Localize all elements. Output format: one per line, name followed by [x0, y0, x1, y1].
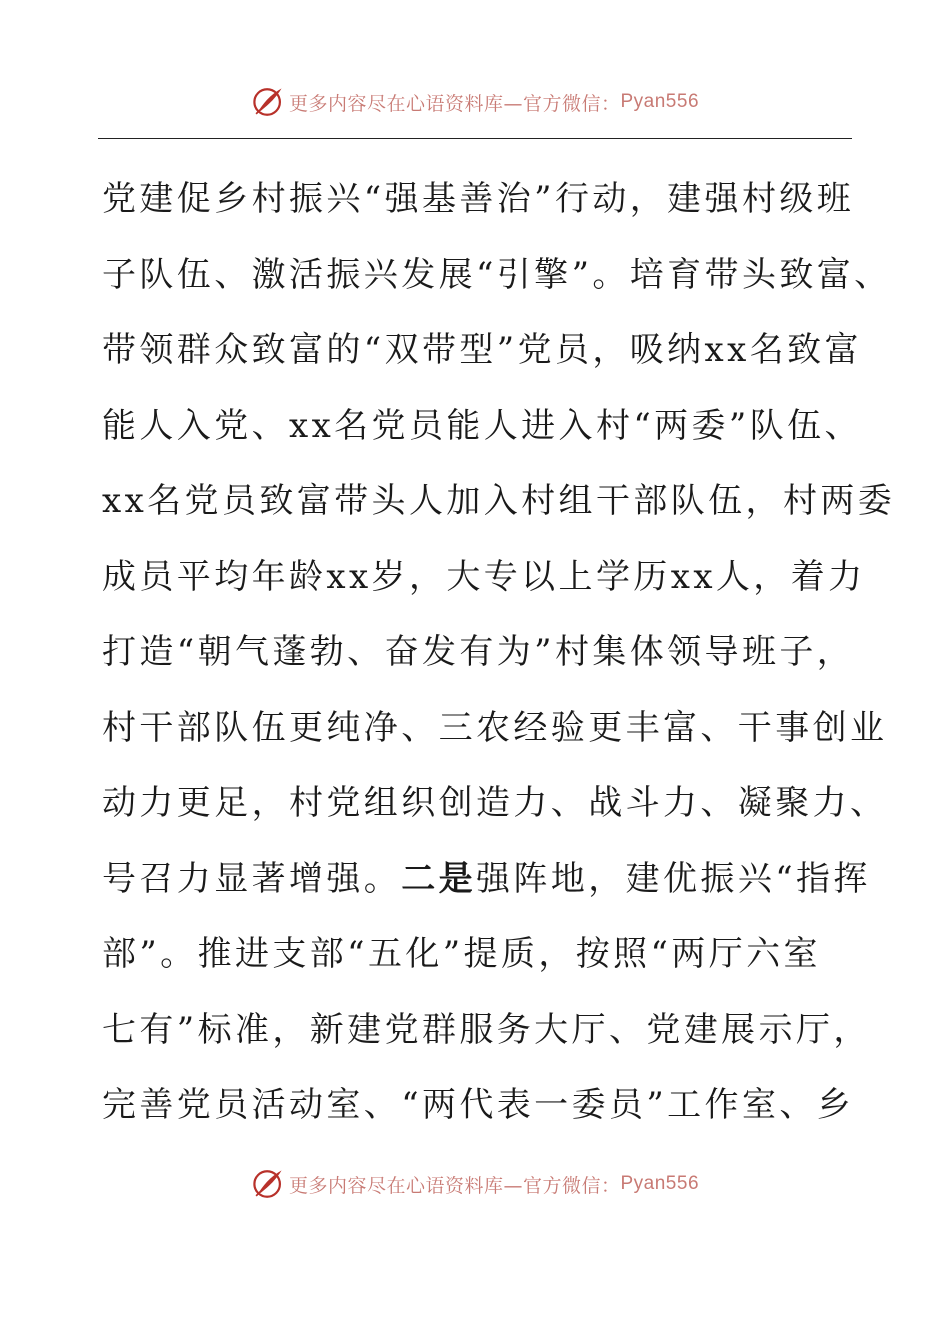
text-line: 打造“朝气蓬勃、奋发有为”村集体领导班子， — [102, 632, 855, 672]
text-line: 部”。推进支部“五化”提质，按照“两厅六室 — [102, 934, 821, 974]
text-line: 带领群众致富的“双带型”党员，吸纳xx名致富 — [102, 330, 862, 370]
text-segment: 强阵地，建优振兴“指挥 — [476, 858, 871, 899]
watermark-wechat-id: Pyan556 — [620, 91, 700, 112]
footer-watermark — [0, 1164, 950, 1204]
text-line: 七有”标准，新建党群服务大厅、党建展示厅， — [102, 1009, 871, 1050]
header-watermark — [0, 82, 950, 122]
text-line: 子队伍、激活振兴发展“引擎”。培育带头致富、 — [102, 254, 892, 295]
quill-pen-logo-icon — [251, 85, 285, 119]
watermark-wechat-id: Pyan556 — [620, 1173, 700, 1194]
watermark-text: 更多内容尽在心语资料库—官方微信： — [288, 92, 621, 115]
point-heading: 二是 — [401, 858, 477, 899]
quill-pen-logo-icon — [251, 1167, 285, 1201]
text-line: 村干部队伍更纯净、三农经验更丰富、干事创业 — [102, 707, 888, 748]
header-divider — [98, 138, 852, 139]
text-segment: 号召力显著增强。 — [102, 858, 402, 899]
text-line: 党建促乡村振兴“强基善治”行动，建强村级班 — [102, 179, 855, 219]
watermark-text: 更多内容尽在心语资料库—官方微信： — [288, 1174, 621, 1197]
text-line: 成员平均年龄xx岁，大专以上学历xx人，着力 — [102, 556, 866, 597]
text-line-with-heading — [102, 842, 892, 918]
text-line: 动力更足，村党组织创造力、战斗力、凝聚力、 — [102, 783, 888, 823]
text-line: 能人入党、xx名党员能人进入村“两委”队伍、 — [102, 405, 862, 446]
text-line: xx名党员致富带头人加入村组干部队伍，村两委 — [102, 481, 896, 521]
document-body — [102, 162, 896, 1144]
text-line: 完善党员活动室、“两代表一委员”工作室、乡 — [102, 1085, 855, 1125]
